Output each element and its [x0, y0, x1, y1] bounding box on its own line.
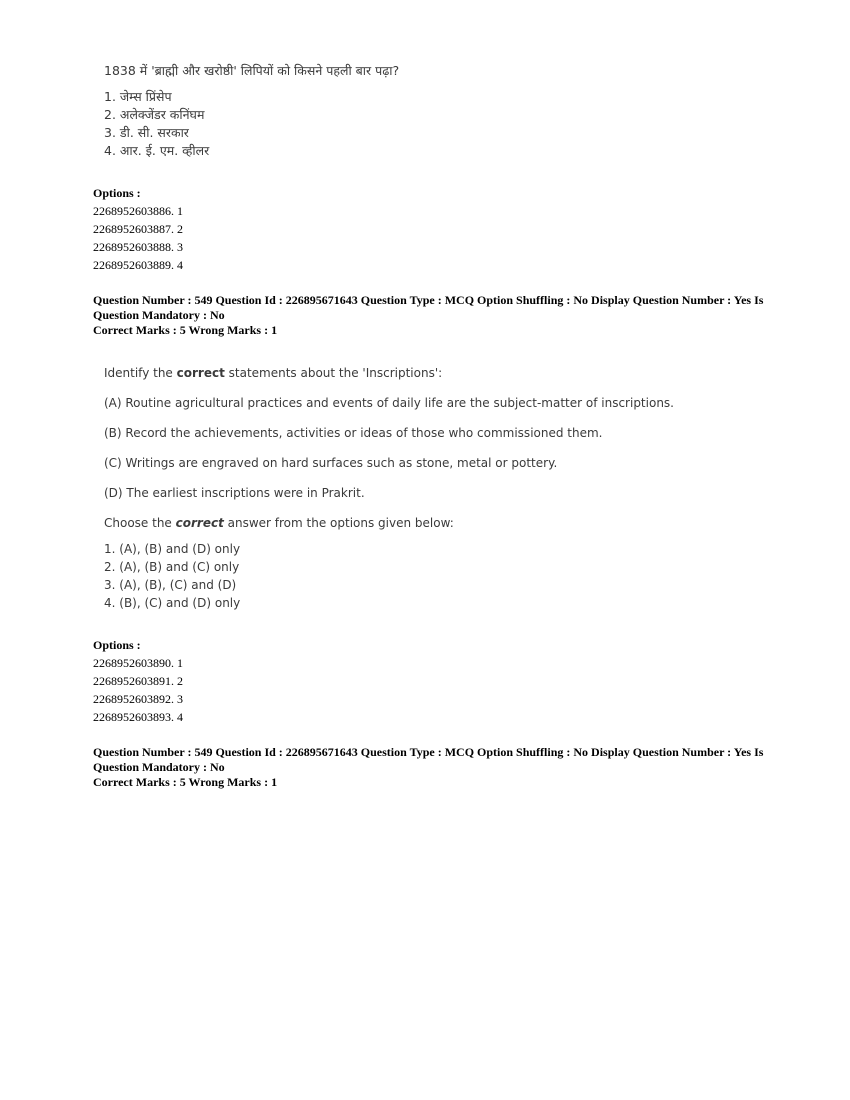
option-id: 2268952603889. 4	[93, 258, 183, 272]
question-header	[93, 745, 773, 790]
answer-option-2: 2. अलेक्जेंडर कनिंघम	[104, 107, 205, 122]
options-list	[93, 184, 773, 274]
option-id: 2268952603891. 2	[93, 674, 183, 688]
question-mandatory: Question Mandatory : No	[93, 760, 225, 774]
marks-line: Correct Marks : 5 Wrong Marks : 1	[93, 323, 278, 337]
answer-option-1: 1. (A), (B) and (D) only	[104, 542, 241, 556]
statement-b: (B) Record the achievements, activities or ideas of those who commissioned them.	[104, 426, 603, 440]
options-label: Options :	[93, 186, 141, 200]
statement-c: (C) Writings are engraved on hard surfaces such as stone, metal or pottery.	[104, 456, 558, 470]
option-id: 2268952603887. 2	[93, 222, 183, 236]
option-id: 2268952603890. 1	[93, 656, 183, 670]
question-meta-line: Question Number : 549 Question Id : 226895671643 Question Type : MCQ Option Shuffling : No Display Question Number : Yes Is	[93, 745, 764, 759]
marks-line: Correct Marks : 5 Wrong Marks : 1	[93, 775, 278, 789]
question-hindi	[104, 62, 399, 160]
question-english	[104, 364, 674, 612]
statement-a: (A) Routine agricultural practices and events of daily life are the subject-matter of inscriptions.	[104, 396, 674, 410]
answer-option-4: 4. आर. ई. एम. व्हीलर	[104, 143, 210, 158]
answer-option-3: 3. (A), (B), (C) and (D)	[104, 578, 237, 592]
answer-option-3: 3. डी. सी. सरकार	[104, 125, 189, 140]
option-id: 2268952603892. 3	[93, 692, 183, 706]
choose-instruction: Choose the correct answer from the options given below:	[104, 516, 454, 530]
option-id: 2268952603893. 4	[93, 710, 183, 724]
statement-d: (D) The earliest inscriptions were in Prakrit.	[104, 486, 365, 500]
question-meta-line: Question Number : 549 Question Id : 226895671643 Question Type : MCQ Option Shuffling : No Display Question Number : Yes Is	[93, 293, 764, 307]
answer-option-1: 1. जेम्स प्रिंसेप	[104, 89, 172, 104]
question-mandatory: Question Mandatory : No	[93, 308, 225, 322]
answer-option-4: 4. (B), (C) and (D) only	[104, 596, 241, 610]
question-header	[93, 293, 773, 338]
option-id: 2268952603888. 3	[93, 240, 183, 254]
options-list	[93, 636, 773, 726]
option-id: 2268952603886. 1	[93, 204, 183, 218]
answer-option-2: 2. (A), (B) and (C) only	[104, 560, 240, 574]
question-intro: Identify the correct statements about the 'Inscriptions':	[104, 366, 443, 380]
options-label: Options :	[93, 638, 141, 652]
question-stem: 1838 में 'ब्राह्मी और खरोष्ठी' लिपियों को किसने पहली बार पढ़ा?	[104, 63, 400, 78]
